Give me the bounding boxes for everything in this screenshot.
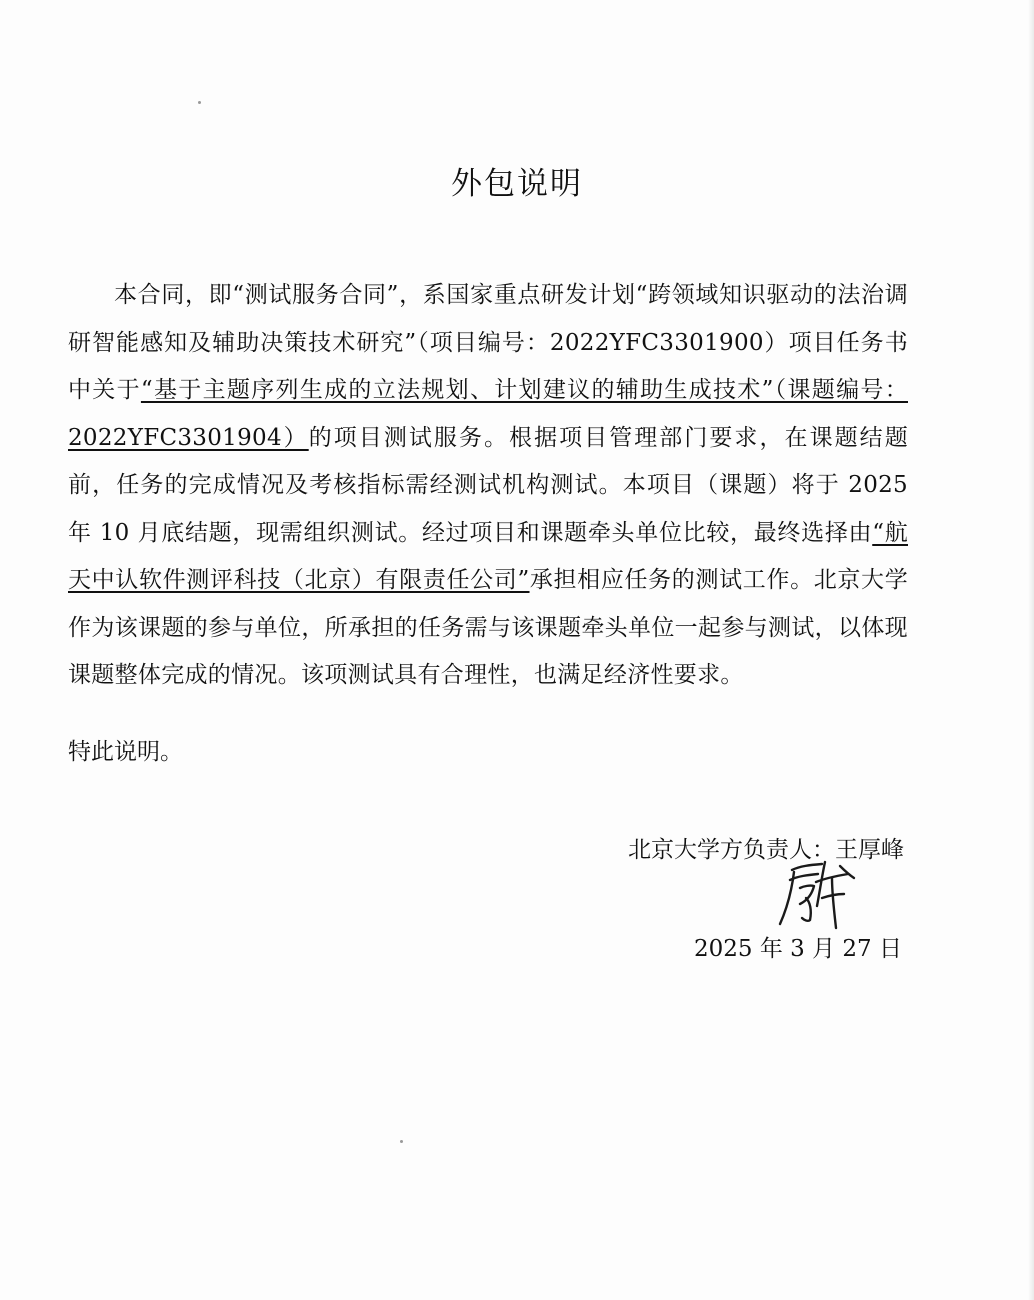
document-title: 外包说明 [451,166,583,202]
underlined-project-title: “基于主题序列生成的立法规划、计划建议的辅助生成技术”（课题编号：2022YFC3301904） [68,377,908,451]
scan-edge-shadow [1028,0,1034,1300]
underlined-company-name: “航天中认软件测评科技（北京）有限责任公司” [68,519,908,593]
paragraph-text-3: 承担相应任务的测试工作。北京大学作为该课题的参与单位，所承担的任务需与该课题牵头单位一起参与测试，以体现课题整体完成的情况。该项测试具有合理性，也满足经济性要求。 [68,567,908,688]
signer-line: 北京大学方负责人：王厚峰 [628,837,904,863]
signature-date: 2025 年 3 月 27 日 [694,936,902,962]
scan-speck [198,101,201,104]
closing-statement: 特此说明。 [68,739,183,765]
handwritten-signature [770,858,860,933]
scan-speck [400,1140,403,1143]
paragraph-text-2: 的项目测试服务。根据项目管理部门要求，在课题结题前，任务的完成情况及考核指标需经测试机构测试。本项目（课题）将于 2025 年 10 月底结题，现需组织测试。经过项目和课题牵头单位比较，最终选择由 [68,424,908,546]
body-paragraph [68,272,908,700]
paragraph-text-1: 本合同，即“测试服务合同”，系国家重点研发计划“跨领域知识驱动的法治调研智能感知及辅助决策技术研究”（项目编号：2022YFC3301900）项目任务书中关于 [68,282,908,403]
